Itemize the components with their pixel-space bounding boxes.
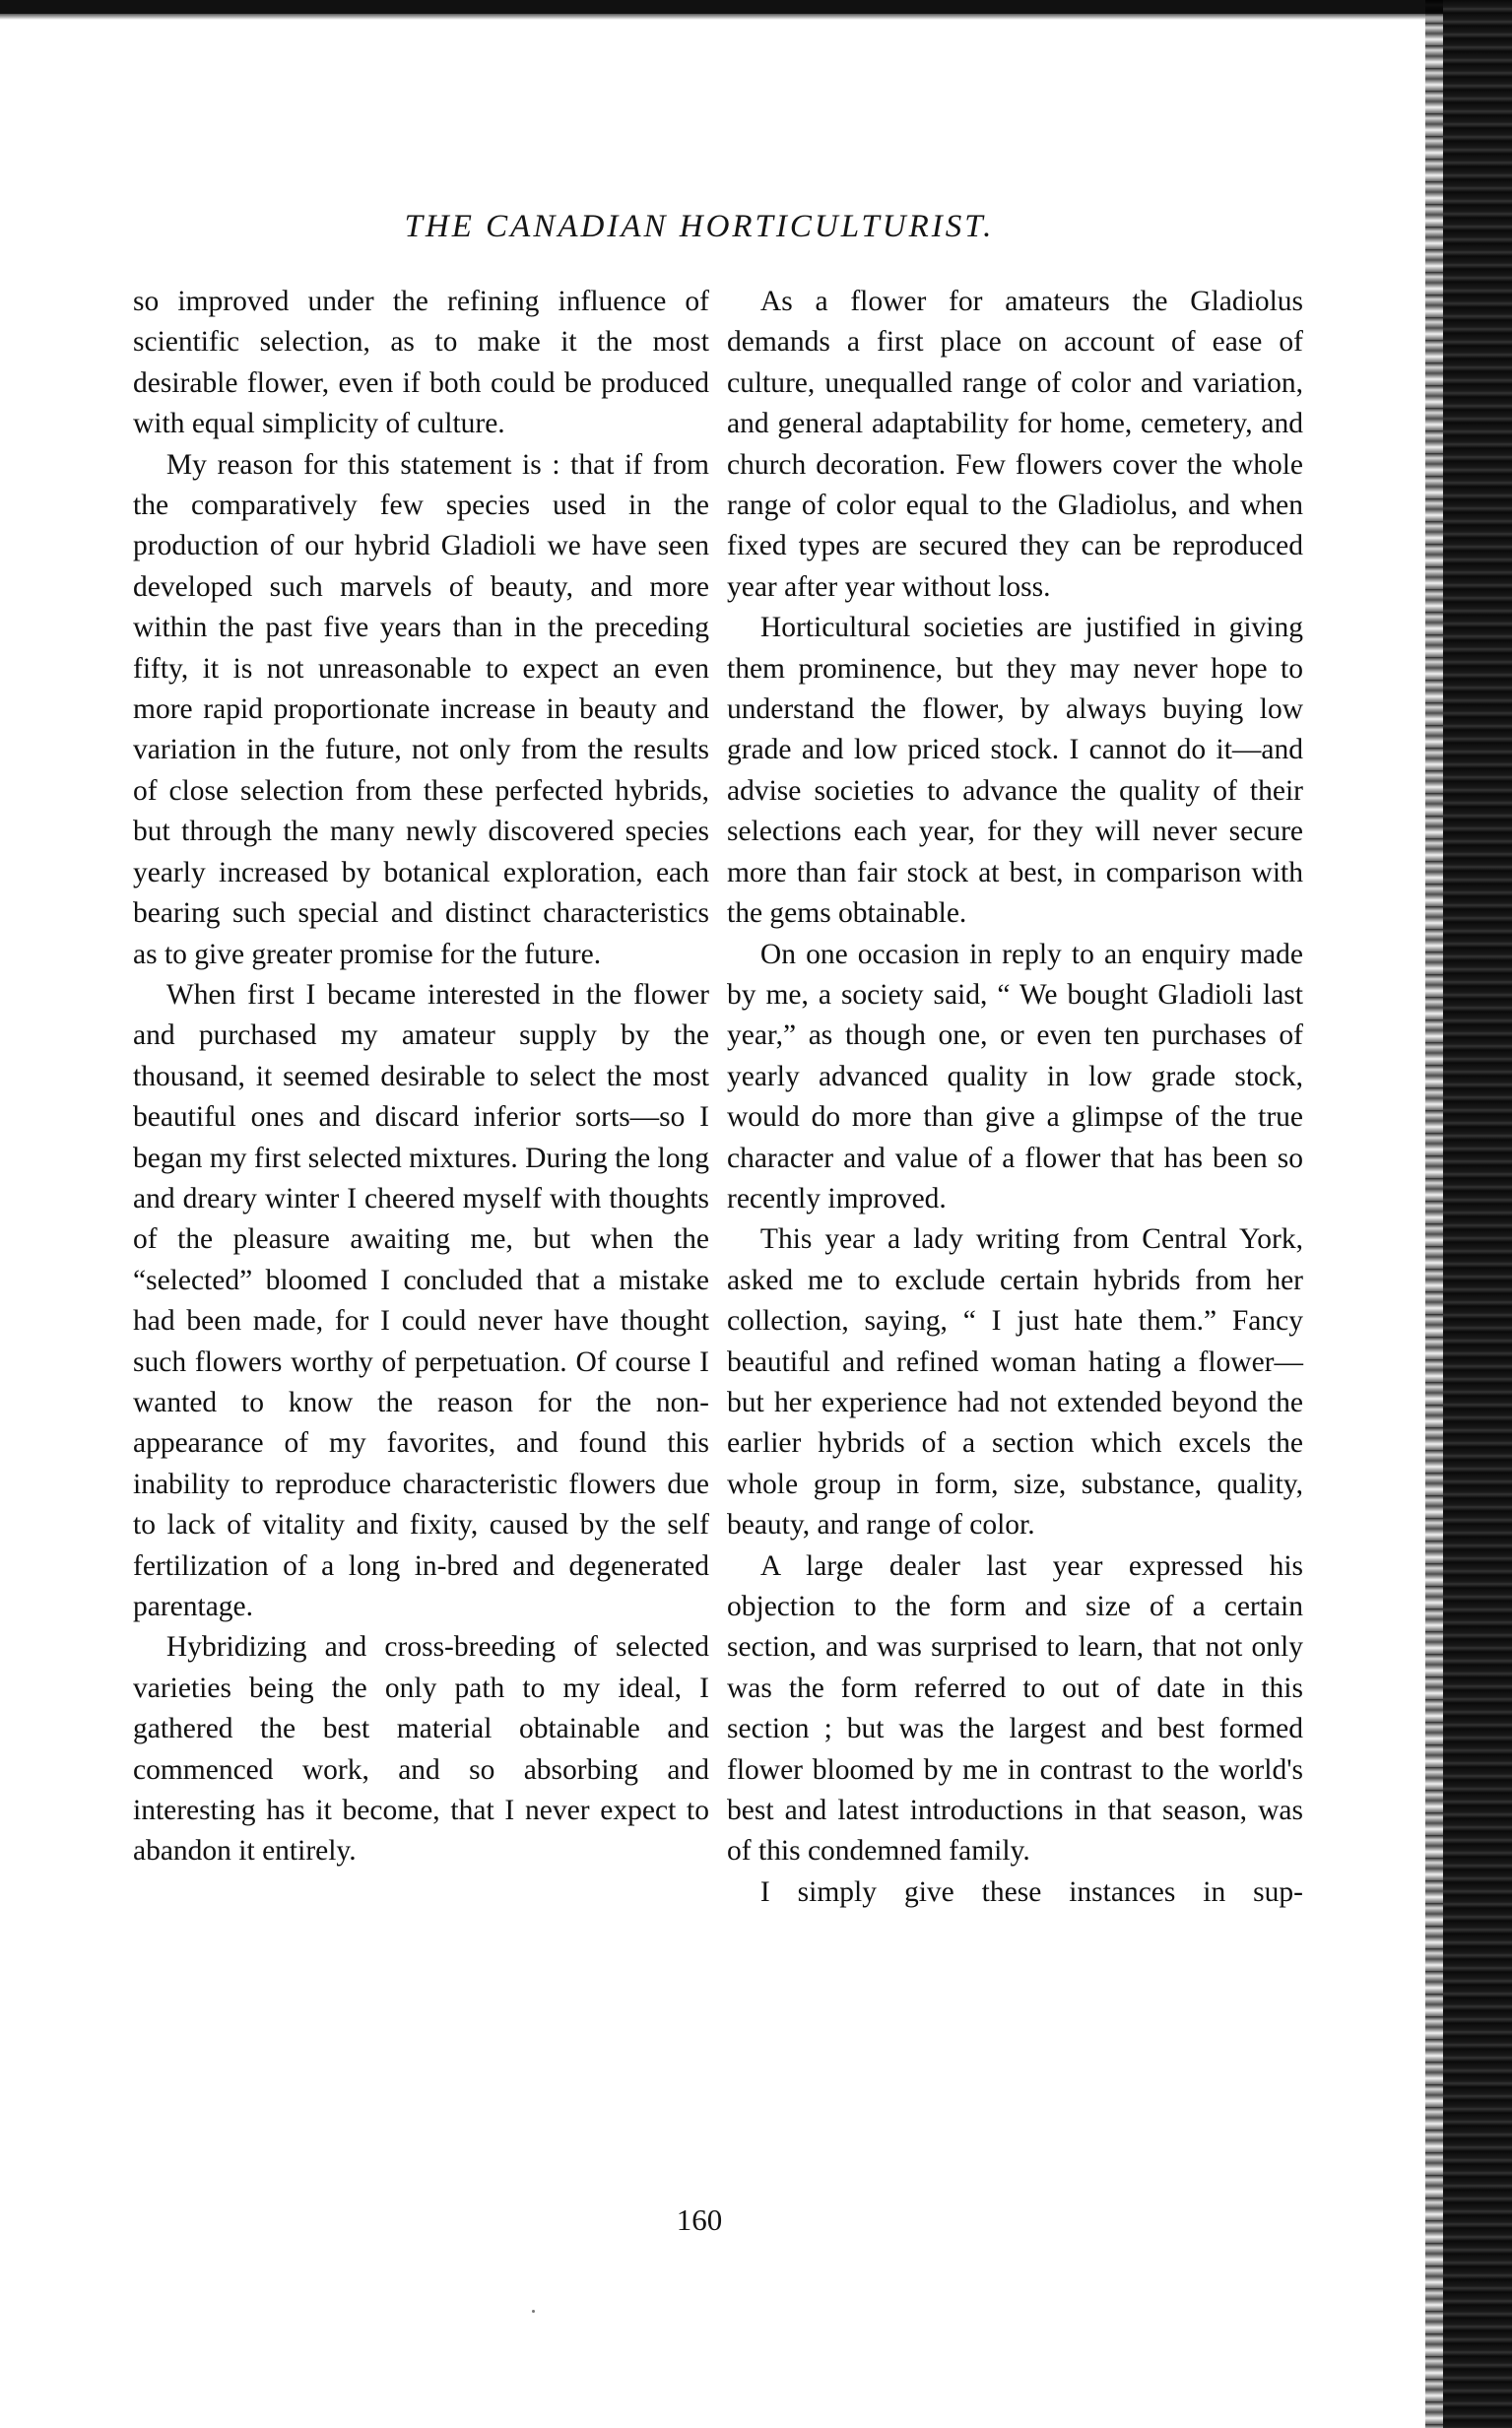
paragraph: I simply give these instances in sup- bbox=[759, 1875, 1303, 1908]
paragraph: When first I became interested in the flower and purchased my amateur supply by the thousand, it seemed desirable to select the most beautiful ones and discard inferior sorts—so I began my first selected mixtures. During the long and dreary winter I cheered myself with thoughts of the pleasure awaiting me, but when the “selected” bloomed I concluded that a mistake had been made, for I could never have thought such flowers worthy of perpetuation. Of course I wanted to know the reason for the non-appearance of my favorites, and found this inability to reproduce characteristic flowers due to lack of vitality and fixity, caused by the self fertilization of a long in-bred and degenerated parentage. bbox=[133, 978, 709, 1622]
page-number: 160 bbox=[676, 2202, 723, 2237]
paragraph: This year a lady writing from Central York, asked me to exclude certain hybrids from her collection, saying, “ I just hate them.” Fancy beautiful and refined woman hating a flower—but her experience had not extended beyond the earlier hybrids of a section which excels the whole group in form, size, substance, quality, beauty, and range of color. bbox=[727, 1223, 1303, 1542]
paragraph: Hybridizing and cross-breeding of selected varieties being the only path to my ideal, I gathered the best material obtainable and commenced work, and so absorbing and interesting has it become, that I never expect to abandon it entirely. bbox=[133, 1631, 709, 1868]
paragraph: My reason for this statement is : that if from the comparatively few species used in the production of our hybrid Gladioli we have seen developed such marvels of beauty, and more within the past five years than in the preceding fifty, it is not unreasonable to expect an even more rapid proportionate increase in beauty and variation in the future, not only from the results of close selection from these perfected hybrids, but through the many newly discovered species yearly increased by botanical exploration, each bearing such special and distinct characteristics as to give greater promise for the future. bbox=[133, 448, 709, 970]
scan-speck bbox=[532, 2310, 535, 2313]
running-head: THE CANADIAN HORTICULTURIST. bbox=[404, 209, 995, 244]
paragraph: On one occasion in reply to an enquiry made by me, a society said, “ We bought Gladioli last year,” as though one, or even ten purchases of yearly advanced quality in low grade stock, would do more than give a glimpse of the true character and value of a flower that has been so recently improved. bbox=[727, 938, 1303, 1214]
scan-top-border bbox=[0, 0, 1512, 14]
paragraph: Horticultural societies are justified in giving them prominence, but they may never hope to understand the flower, by always buying low grade and low priced stock. I cannot do it—and advise societies to advance the quality of their selections each year, for they will never secure more than fair stock at best, in comparison with the gems obtainable. bbox=[727, 612, 1303, 930]
paragraph: so improved under the refining influence of scientific selection, as to make it the most desirable flower, even if both could be produced with equal simplicity of culture. bbox=[133, 286, 709, 440]
paragraph: A large dealer last year expressed his objection to the form and size of a certain section, and was surprised to learn, that not only was the form referred to out of date in this section ; but was the largest and best formed flower bloomed by me in contrast to the world's best and latest introductions in that season, was of this condemned family. bbox=[727, 1549, 1303, 1868]
left-column bbox=[133, 282, 709, 1872]
scan-top-shadow bbox=[0, 14, 1512, 20]
scan-right-edge bbox=[1443, 0, 1512, 2428]
right-column bbox=[727, 282, 1303, 1913]
paragraph: As a flower for amateurs the Gladiolus demands a first place on account of ease of culture, unequalled range of color and variation, and general adaptability for home, cemetery, and church decoration. Few flowers cover the whole range of color equal to the Gladiolus, and when fixed types are secured they can be reproduced year after year without loss. bbox=[727, 286, 1303, 603]
